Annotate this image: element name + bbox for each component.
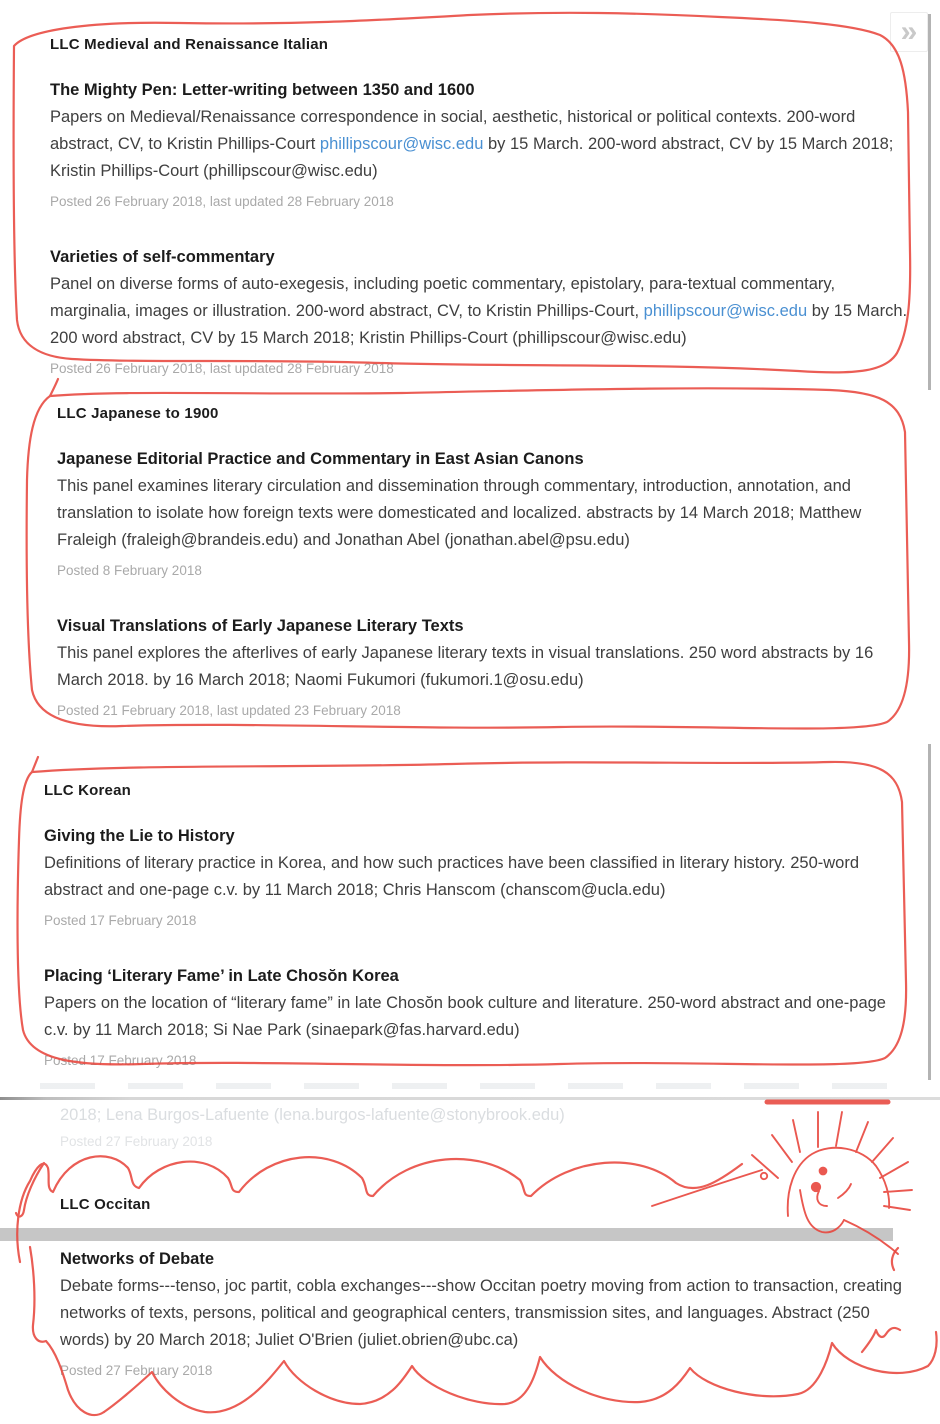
posted-date: Posted 26 February 2018, last updated 28 February 2018 bbox=[50, 361, 394, 376]
section-label: LLC Japanese to 1900 bbox=[57, 405, 219, 422]
doodle-dome bbox=[788, 1148, 889, 1216]
ghost-posted-date: Posted 27 February 2018 bbox=[60, 1134, 213, 1149]
post-body bbox=[50, 271, 908, 352]
post-title: Visual Translations of Early Japanese Literary Texts bbox=[57, 617, 464, 635]
post-body: This panel explores the afterlives of early Japanese literary texts in visual translations. 250 word abstracts by 16 March 2018. by 16 March 2018; Naomi Fukumori (fukumori.1@osu.edu) bbox=[57, 644, 874, 689]
cfp-post bbox=[57, 614, 907, 719]
body-text: Panel on diverse forms of auto-exegesis, including poetic commentary, epistolary, para-textual commentary, marginalia, images or illustration. 200-word abstract, CV, to Kristin Phillips-Court, bbox=[50, 275, 836, 320]
section-medieval-italian bbox=[50, 36, 908, 377]
doodle-long-diagonal bbox=[652, 1170, 762, 1206]
posted-date: Posted 27 February 2018 bbox=[60, 1363, 213, 1378]
post-body: This panel examines literary circulation and dissemination through commentary, introduction, annotation, and translation to isolate how foreign texts were domesticated and localized. abstracts by 14 March 2018; Matthew Fraleigh (fraleigh@brandeis.edu) and Jonathan Abel (jonathan.abel@psu.edu) bbox=[57, 477, 862, 549]
doodle-mouth bbox=[817, 1191, 827, 1206]
red-lasso-japanese-hook bbox=[50, 379, 58, 396]
scrollbar-thumb-lower[interactable] bbox=[928, 744, 931, 1080]
body-text: by 15 March. 200 word abstract, CV by 15 March 2018; Kristin Phillips-Court (phillipscour@wisc.edu) bbox=[50, 302, 908, 347]
doodle-ray bbox=[752, 1155, 778, 1178]
doodle-smile-curve bbox=[838, 1184, 851, 1198]
posted-date: Posted 26 February 2018, last updated 28 February 2018 bbox=[50, 194, 394, 209]
red-left-stroke-upper bbox=[16, 1163, 44, 1217]
post-title: Giving the Lie to History bbox=[44, 827, 235, 845]
posted-date: Posted 17 February 2018 bbox=[44, 1053, 197, 1068]
doodle-eye-dot bbox=[820, 1168, 827, 1175]
post-body: Papers on the location of “literary fame” in late Chosŏn book culture and literature. 250-word abstract and one-page c.v. by 11 March 2018; Si Nae Park (sinaepark@fas.harvard.edu) bbox=[44, 994, 886, 1039]
doodle-ray bbox=[884, 1206, 910, 1210]
ghost-text-line: 2018; Lena Burgos-Lafuente (lena.burgos-lafuente@stonybrook.edu) bbox=[60, 1106, 565, 1124]
post-body: Definitions of literary practice in Korea, and how such practices have been classified in literary history. 250-word abstract and one-page c.v. by 11 March 2018; Chris Hanscom (chanscom@ucla.edu) bbox=[44, 854, 860, 899]
cfp-post bbox=[44, 964, 906, 1069]
cfp-post bbox=[50, 245, 908, 377]
thin-divider-line bbox=[0, 1097, 940, 1100]
body-text: by 15 March. 200-word abstract, CV by 15 March 2018; Kristin Phillips-Court (phillipscour@wisc.edu) bbox=[50, 135, 894, 180]
post-title: Networks of Debate bbox=[60, 1250, 215, 1268]
posted-date: Posted 21 February 2018, last updated 23 February 2018 bbox=[57, 703, 401, 718]
cfp-post bbox=[50, 78, 908, 210]
email-link[interactable]: phillipscour@wisc.edu bbox=[643, 302, 808, 320]
posted-date: Posted 8 February 2018 bbox=[57, 563, 202, 578]
section-japanese bbox=[57, 405, 907, 719]
scrollbar-thumb-upper[interactable] bbox=[928, 14, 931, 390]
section-label: LLC Medieval and Renaissance Italian bbox=[50, 36, 329, 53]
doodle-ray bbox=[884, 1190, 912, 1192]
doodle-eye-ring bbox=[761, 1173, 767, 1179]
doodle-chin-curve bbox=[800, 1190, 844, 1232]
section-occitan-label-wrap bbox=[60, 1196, 151, 1213]
post-title: Placing ‘Literary Fame’ in Late Chosŏn Korea bbox=[44, 967, 399, 985]
doodle-ray bbox=[880, 1162, 908, 1178]
cfp-post bbox=[57, 447, 907, 579]
double-chevron-right-icon: » bbox=[900, 15, 918, 48]
post-title: Japanese Editorial Practice and Commentary in East Asian Canons bbox=[57, 450, 584, 468]
faded-text-remnant bbox=[40, 1083, 900, 1089]
thick-divider-bar bbox=[0, 1228, 893, 1241]
post-title: Varieties of self-commentary bbox=[50, 248, 275, 266]
email-link[interactable]: phillipscour@wisc.edu bbox=[319, 135, 484, 153]
posted-date: Posted 17 February 2018 bbox=[44, 913, 197, 928]
red-lasso-korean-hook bbox=[32, 757, 38, 772]
doodle-nose-dot bbox=[812, 1183, 820, 1191]
section-label: LLC Occitan bbox=[60, 1196, 151, 1213]
section-korean bbox=[44, 782, 906, 1069]
body-text: Papers on Medieval/Renaissance correspondence in social, aesthetic, historical or political contexts. 200-word abstract, CV, to Kristin Phillips-Court bbox=[50, 108, 856, 153]
section-label: LLC Korean bbox=[44, 782, 132, 799]
post-title: The Mighty Pen: Letter-writing between 1350 and 1600 bbox=[50, 81, 475, 99]
faded-ghost-text-block bbox=[60, 1102, 900, 1149]
cfp-post bbox=[44, 824, 906, 929]
cfp-post bbox=[60, 1247, 905, 1379]
section-occitan bbox=[60, 1247, 905, 1379]
post-body: Debate forms---tenso, joc partit, cobla exchanges---show Occitan poetry moving from action to transaction, creating networks of texts, persons, political and geographical centers, transmission sites, and languages. Abstract (250 words) by 20 March 2018; Juliet O'Brien (juliet.obrien@ubc.ca) bbox=[60, 1277, 902, 1349]
post-body bbox=[50, 104, 908, 185]
